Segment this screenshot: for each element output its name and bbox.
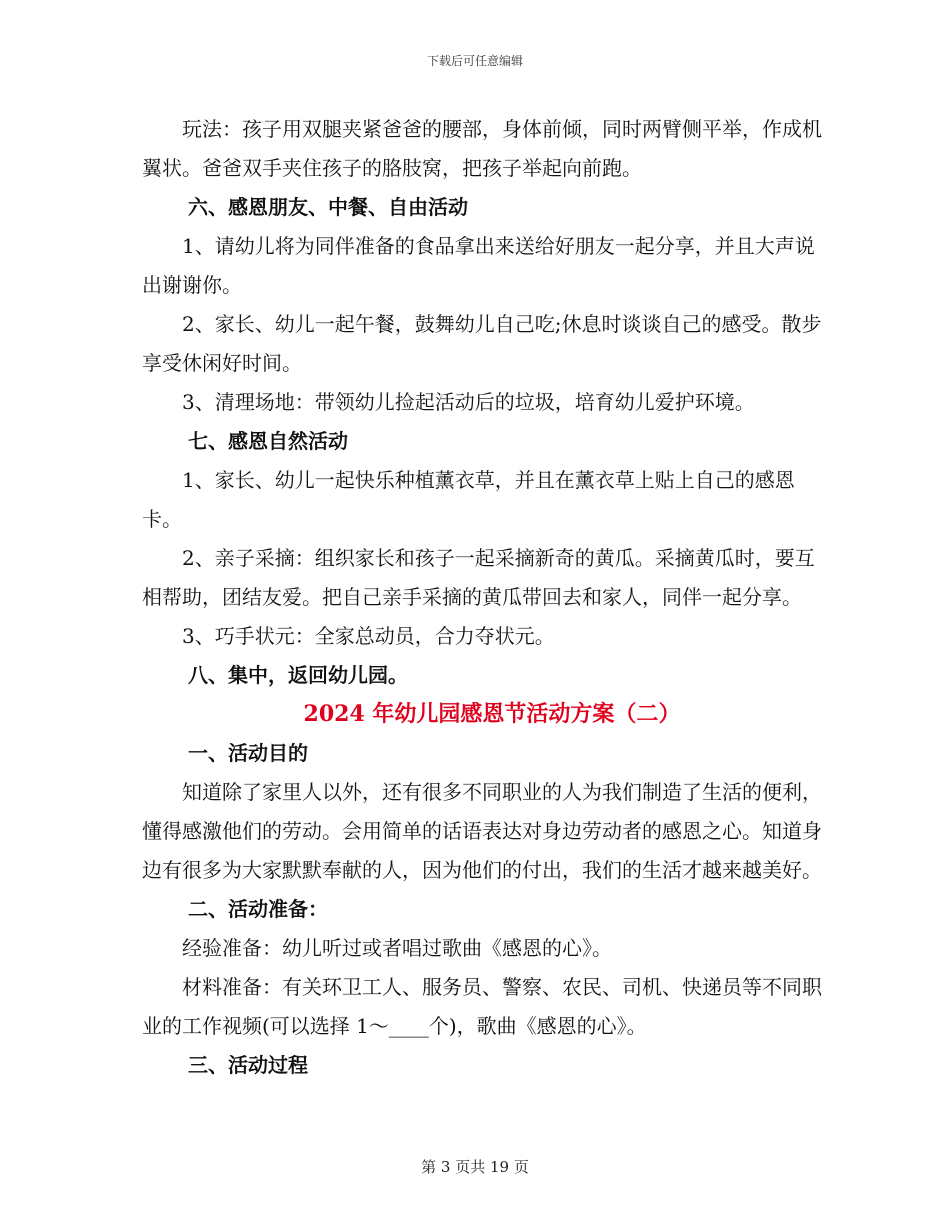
paragraph: 1、请幼儿将为同伴准备的食品拿出来送给好朋友一起分享，并且大声说出谢谢你。 <box>142 234 815 297</box>
paragraph: 材料准备：有关环卫工人、服务员、警察、农民、司机、快递员等不同职业的工作视频(可以选择 1～____个)，歌曲《感恩的心》。 <box>142 975 822 1038</box>
paragraph: 3、清理场地：带领幼儿捡起活动后的垃圾，培育幼儿爱护环境。 <box>182 390 755 414</box>
section-heading: 二、活动准备： <box>188 897 328 921</box>
paragraph: 知道除了家里人以外，还有很多不同职业的人为我们制造了生活的便利，懂得感激他们的劳动。会用简单的话语表达对身边劳动者的感恩之心。知道身边有很多为大家默默奉献的人，因为他们的付出，我们的生活才越来越美好。 <box>142 780 822 882</box>
paragraph: 2、亲子采摘：组织家长和孩子一起采摘新奇的黄瓜。采摘黄瓜时，要互相帮助，团结友爱。把自己亲手采摘的黄瓜带回去和家人，同伴一起分享。 <box>142 546 815 609</box>
document-body <box>142 110 822 1085</box>
section-heading: 六、感恩朋友、中餐、自由活动 <box>188 195 468 219</box>
paragraph: 玩法：孩子用双腿夹紧爸爸的腰部，身体前倾，同时两臂侧平举，作成机翼状。爸爸双手夹住孩子的胳肢窝，把孩子举起向前跑。 <box>142 117 822 180</box>
section-heading: 三、活动过程 <box>188 1053 308 1077</box>
paragraph: 1、家长、幼儿一起快乐种植薰衣草，并且在薰衣草上贴上自己的感恩卡。 <box>142 468 795 531</box>
page-header: 下载后可任意编辑 <box>426 54 523 68</box>
document-title: 2024 年幼儿园感恩节活动方案（二） <box>303 701 681 727</box>
paragraph: 3、巧手状元：全家总动员，合力夺状元。 <box>182 624 555 648</box>
section-heading: 一、活动目的 <box>188 741 308 765</box>
section-heading: 八、集中，返回幼儿园。 <box>188 663 408 687</box>
section-heading: 七、感恩自然活动 <box>188 429 348 453</box>
page-footer: 第 3 页共 19 页 <box>421 1158 529 1176</box>
paragraph: 经验准备：幼儿听过或者唱过歌曲《感恩的心》。 <box>182 936 612 960</box>
paragraph: 2、家长、幼儿一起午餐，鼓舞幼儿自己吃;休息时谈谈自己的感受。散步享受休闲好时间。 <box>142 312 822 375</box>
